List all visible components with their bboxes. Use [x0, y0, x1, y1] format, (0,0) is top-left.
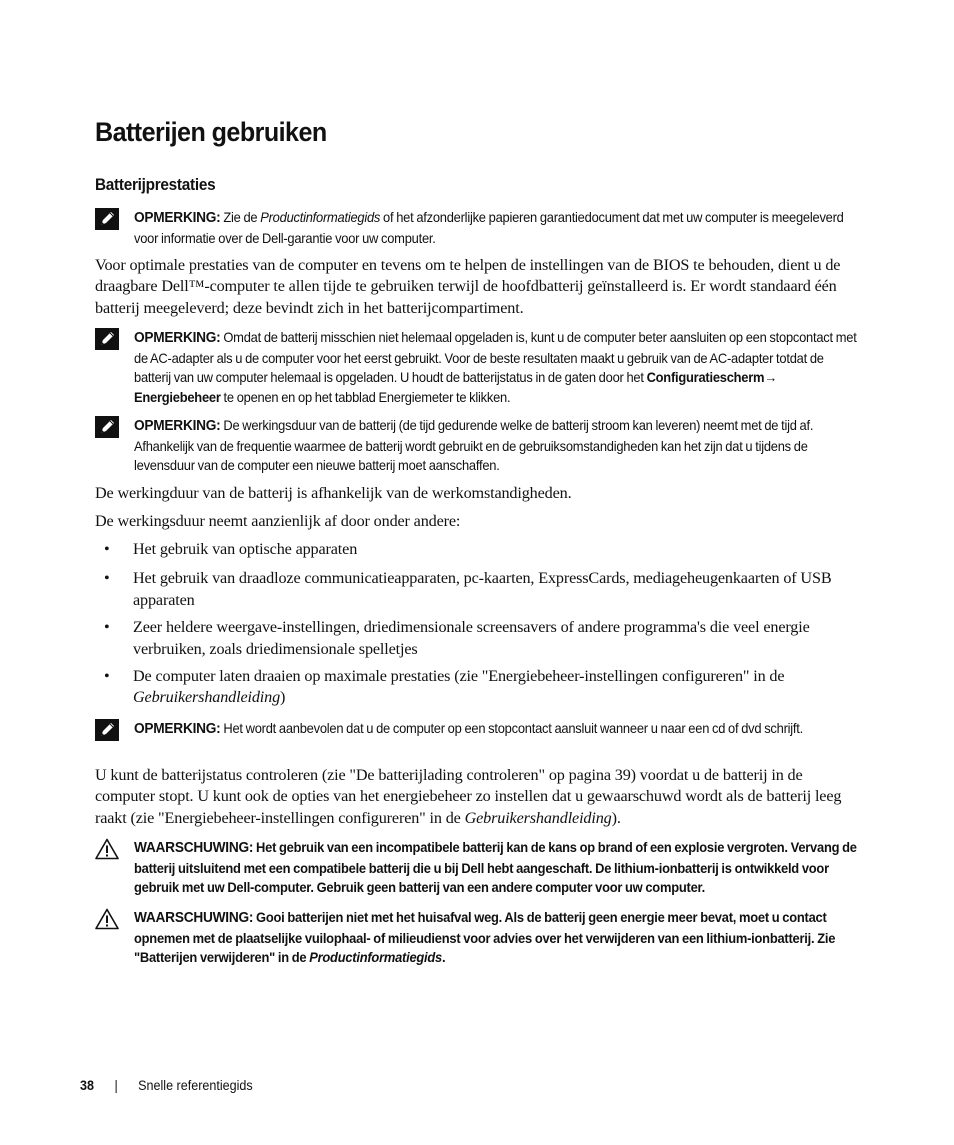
- list-item-text-segment: De computer laten draaien op maximale prestaties (zie "Energiebeheer-instellingen configureren" in de: [133, 667, 785, 686]
- warning-block: [95, 908, 865, 968]
- warning-block: [95, 838, 865, 898]
- bullet-marker: •: [104, 667, 110, 686]
- note-label: OPMERKING:: [134, 330, 221, 346]
- warning-label: WAARSCHUWING:: [134, 840, 254, 856]
- list-item: [95, 568, 860, 611]
- note-text-segment: Omdat de batterij misschien niet helemaal opgeladen is, kunt u de computer beter aansluiten op een stopcontact met de AC-adapter als u de computer voor het eerst gebruikt. Voor de beste resultaten maakt u gebruik van de AC-adapter totdat de batterij van uw computer helemaal is opgeladen. U houdt de batterijstatus in de gaten door het: [134, 330, 857, 386]
- page-number: 38: [80, 1078, 94, 1093]
- note-text-segment: of het afzonderlijke papieren garantiedocument dat met uw computer is meegeleverd voor informatie over de Dell-garantie voor uw computer.: [134, 210, 844, 246]
- warning-triangle-icon: [95, 908, 119, 930]
- note-pencil-icon: [95, 416, 119, 438]
- body-emphasis: Gebruikershandleiding: [464, 808, 612, 827]
- note-text: [134, 328, 861, 407]
- body-paragraph: Voor optimale prestaties van de computer en tevens om te helpen de instellingen van de BIOS te behouden, dient u de draagbare Dell™-computer te allen tijde te gebruiken terwijl de hoofdbatterij geïnstalleerd is. Er wordt standaard één batterij meegeleverd; deze bevindt zich in het batterijcompartiment.: [95, 256, 841, 317]
- note-block: [95, 719, 865, 740]
- bullet-marker: •: [104, 618, 110, 637]
- note-text-segment: De werkingsduur van de batterij (de tijd gedurende welke de batterij stroom kan leveren) neemt met de tijd af. Afhankelijk van de frequentie waarmee de batterij wordt gebruikt en de gebruiksomstandigheden kan het zijn dat u tijdens de levensduur van de computer een nieuwe batterij moet aanschaffen.: [134, 418, 814, 474]
- body-paragraph: [95, 765, 860, 829]
- note-label: OPMERKING:: [134, 721, 221, 737]
- note-pencil-icon: [95, 208, 119, 230]
- body-text-segment: ).: [611, 808, 621, 827]
- body-paragraph: De werkingsduur neemt aanzienlijk af door onder andere:: [95, 512, 461, 530]
- warning-label: WAARSCHUWING:: [134, 910, 254, 926]
- list-item-text: Het gebruik van optische apparaten: [133, 540, 358, 558]
- note-bold-term: Configuratiescherm: [646, 370, 765, 386]
- warning-text: [134, 838, 861, 898]
- warning-text-segment: Gooi batterijen niet met het huisafval weg. Als de batterij geen energie meer bevat, moet u contact opnemen met de plaatselijke vuilophaal- of milieudienst voor advies over het verwijderen van een lithium-ionbatterij. Zie "Batterijen verwijderen" in de: [134, 910, 836, 966]
- list-item-emphasis: Gebruikershandleiding: [133, 688, 281, 707]
- page-footer: [80, 1078, 253, 1093]
- bullet-list: [95, 539, 860, 709]
- note-block: [95, 328, 865, 407]
- list-item-text: Zeer heldere weergave-instellingen, driedimensionale screensavers of andere programma's die veel energie verbruiken, zoals driedimensionale spelletjes: [133, 618, 810, 658]
- note-text-segment: Het wordt aanbevolen dat u de computer op een stopcontact aansluit wanneer u naar een cd of dvd schrijft.: [220, 721, 803, 736]
- body-paragraph: De werkingduur van de batterij is afhankelijk van de werkomstandigheden.: [95, 484, 572, 502]
- note-text-segment: te openen en op het tabblad Energiemeter te klikken.: [220, 389, 511, 405]
- list-item: [95, 617, 860, 660]
- list-item: [95, 539, 860, 560]
- note-pencil-icon: [95, 328, 119, 350]
- note-text: [134, 208, 861, 248]
- body-text-segment: U kunt de batterijstatus controleren (zie "De batterijlading controleren" op pagina 39) voordat u de batterij in de computer stopt. U kunt ook de opties van het energiebeheer zo instellen dat u gewaarschuwd wordt als de batterij leeg raakt (zie "Energiebeheer-instellingen configureren" in de: [95, 766, 842, 827]
- note-block: [95, 416, 865, 476]
- list-item-text: Het gebruik van draadloze communicatieapparaten, pc-kaarten, ExpressCards, mediageheugenkaarten of USB apparaten: [133, 569, 832, 609]
- note-pencil-icon: [95, 719, 119, 741]
- footer-separator: |: [114, 1078, 118, 1093]
- list-item: [95, 666, 860, 709]
- warning-text-segment: .: [442, 950, 446, 966]
- list-item-text-segment: ): [280, 688, 286, 707]
- menu-arrow: →: [764, 370, 777, 386]
- warning-triangle-icon: [95, 838, 119, 860]
- section-heading: Batterijprestaties: [95, 176, 216, 194]
- note-text: [134, 719, 861, 740]
- warning-text-segment: Het gebruik van een incompatibele batterij kan de kans op brand of een explosie vergroten. Vervang de batterij uitsluitend met een compatibele batterij die u bij Dell hebt aangeschaft. De lithium-ionbatterij is ontwikkeld voor gebruik met uw Dell-computer. Gebruik geen batterij van een andere computer voor uw computer.: [134, 840, 857, 896]
- bullet-marker: •: [104, 569, 110, 588]
- note-text: [134, 416, 861, 476]
- note-block: [95, 208, 865, 248]
- list-item-text: [133, 666, 860, 709]
- note-text-segment: Zie de: [220, 210, 261, 225]
- warning-text: [134, 908, 861, 968]
- note-label: OPMERKING:: [134, 210, 221, 226]
- note-label: OPMERKING:: [134, 418, 221, 434]
- note-bold-term: Energiebeheer: [134, 389, 221, 405]
- warning-emphasis: Productinformatiegids: [309, 950, 443, 966]
- note-emphasis: Productinformatiegids: [260, 210, 381, 225]
- bullet-marker: •: [104, 540, 110, 558]
- page-heading: Batterijen gebruiken: [95, 117, 327, 147]
- document-title: Snelle referentiegids: [138, 1078, 253, 1093]
